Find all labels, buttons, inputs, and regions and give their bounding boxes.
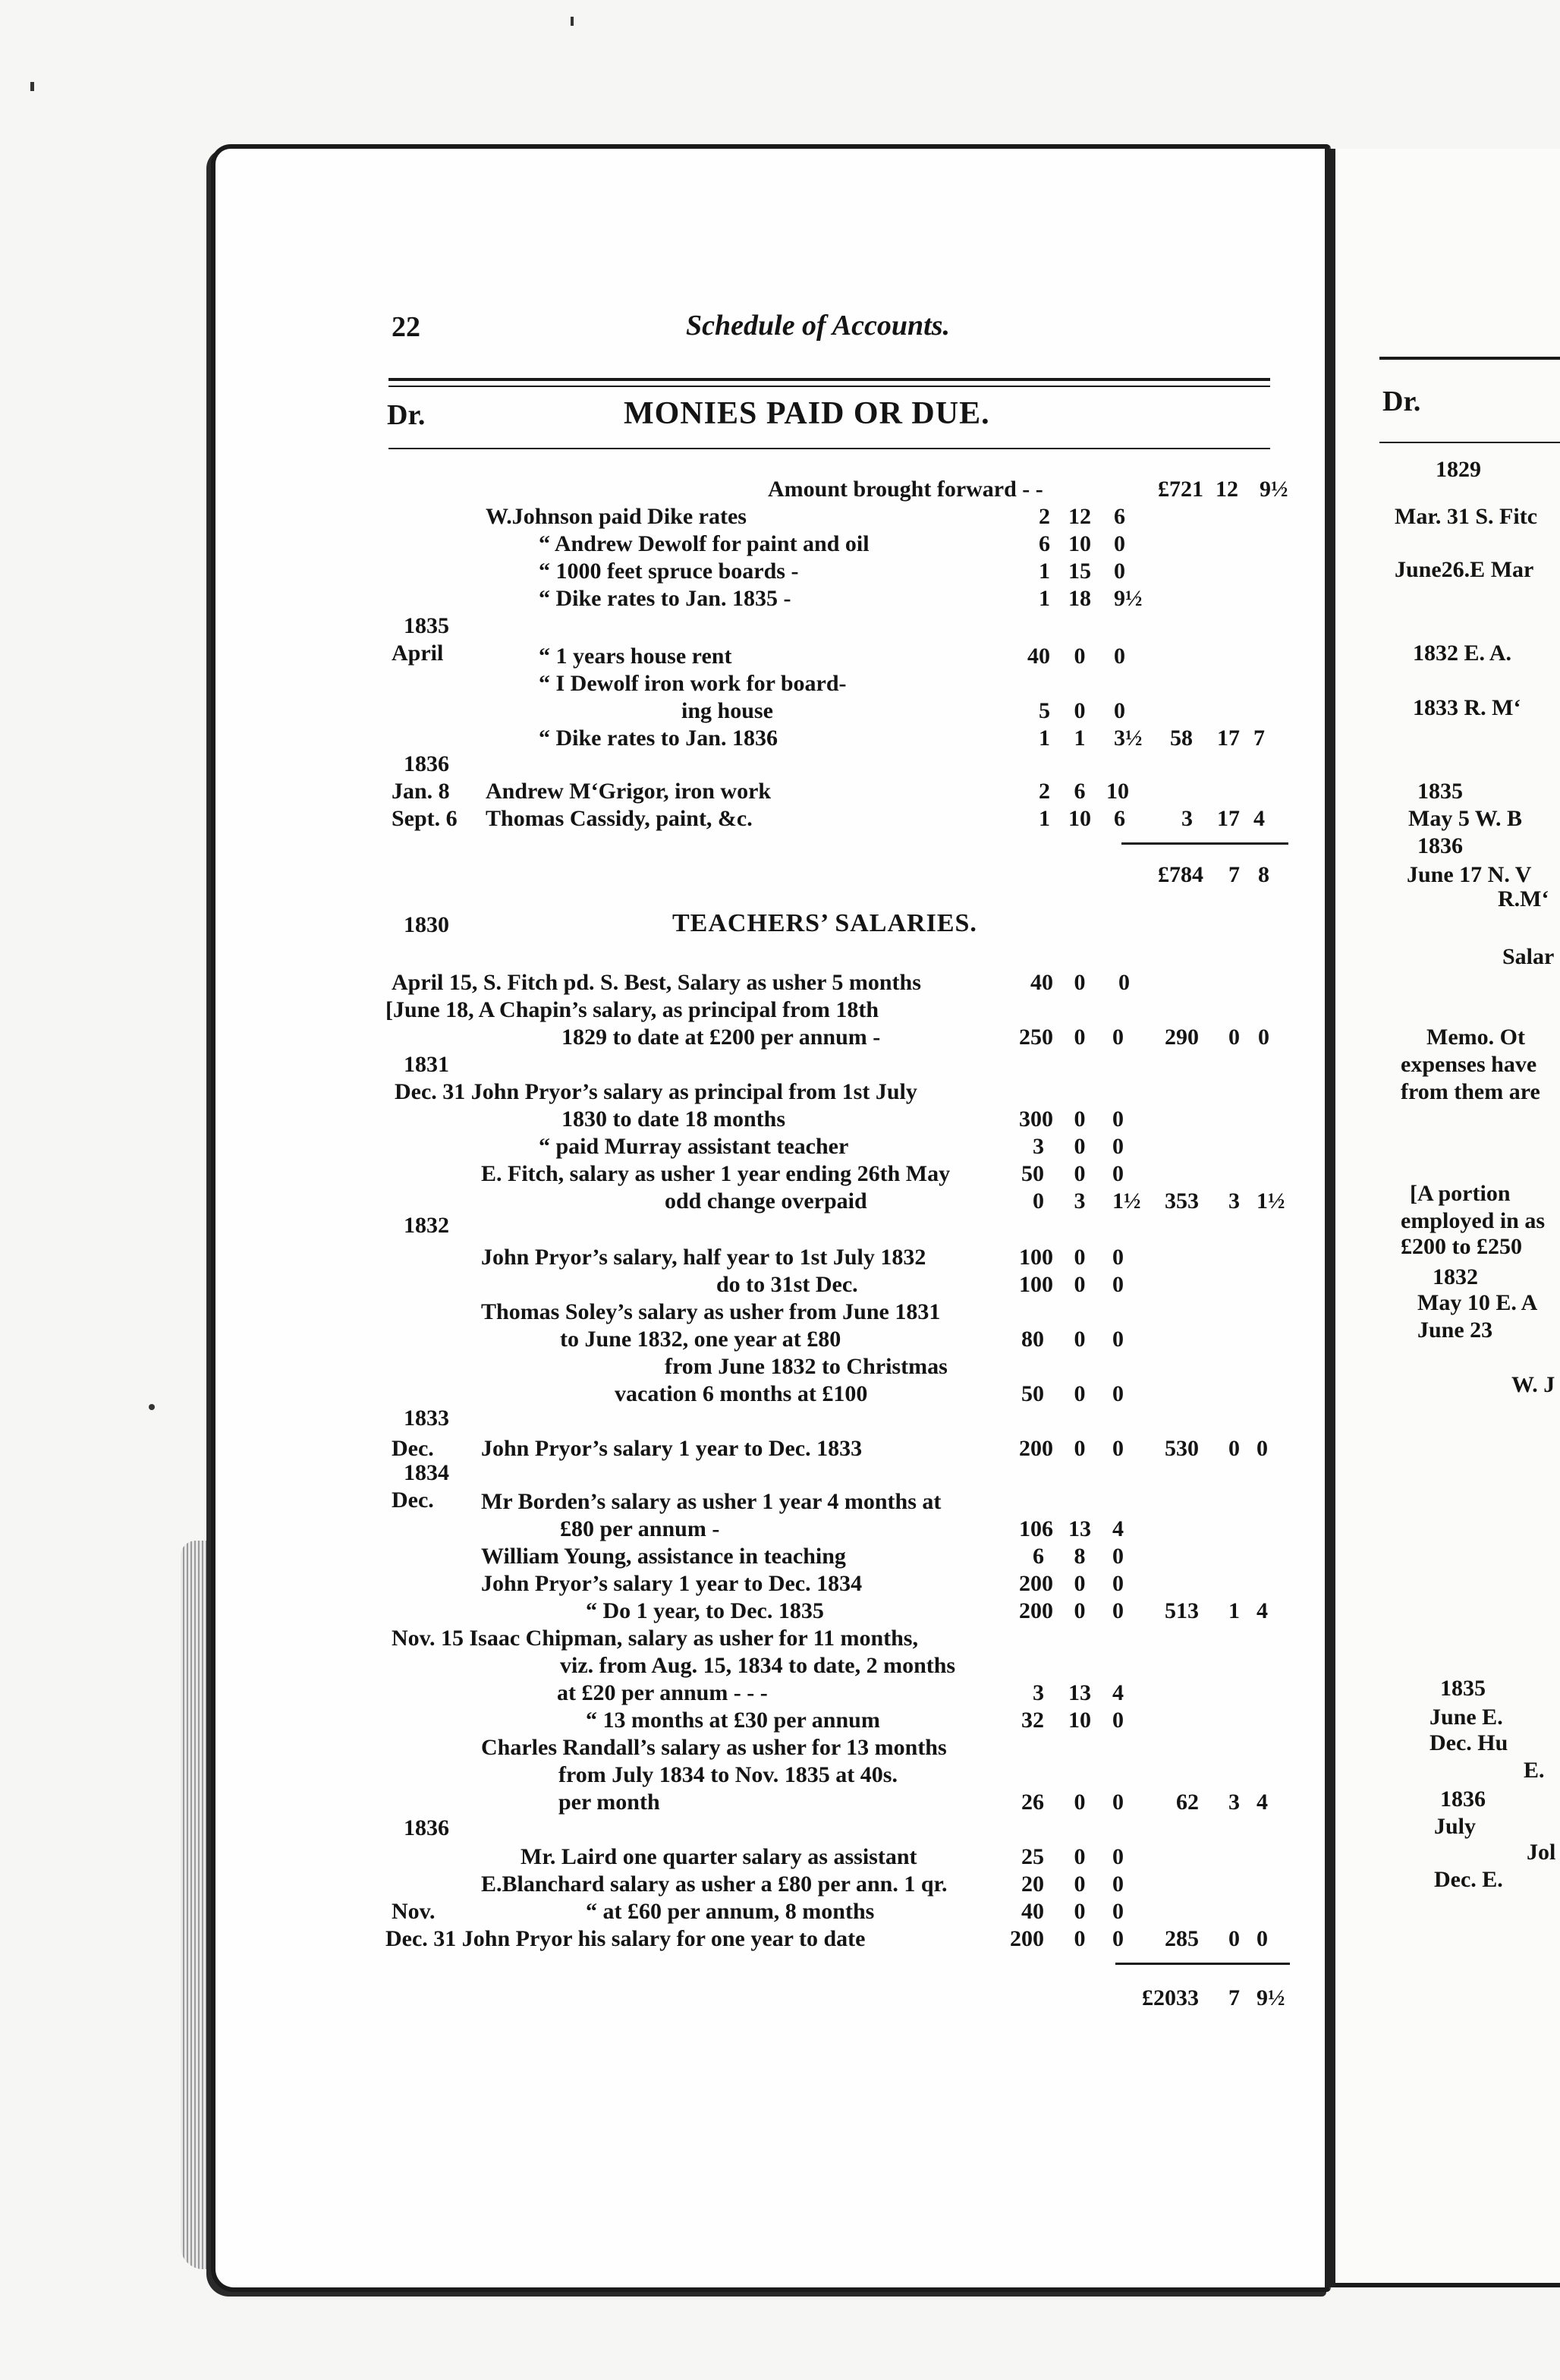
amount-pounds: 200 [1019, 1571, 1053, 1596]
ledger-line: “ Do 1 year, to Dec. 1835 [586, 1598, 824, 1623]
right-header-rule [1379, 357, 1560, 360]
total-shillings: 0 [1228, 1926, 1240, 1951]
ledger-line: viz. from Aug. 15, 1834 to date, 2 months [560, 1653, 956, 1678]
ledger-line: from June 1832 to Christmas [665, 1354, 948, 1379]
right-line: 1835 [1417, 779, 1463, 804]
amount-shillings: 0 [1074, 1926, 1086, 1951]
amount-pounds: 3 [1033, 1680, 1044, 1705]
right-line: June 17 N. V [1407, 862, 1532, 887]
right-line: Dec. E. [1434, 1867, 1503, 1892]
amount-pence: 0 [1112, 1899, 1124, 1924]
scan-speck [571, 17, 574, 26]
amount-shillings: 12 [1068, 504, 1091, 529]
ledger-line: Dec. 31 John Pryor’s salary as principal from 1st July [395, 1079, 917, 1104]
ledger-line: William Young, assistance in teaching [481, 1544, 846, 1569]
ledger-line: £80 per annum - [560, 1516, 720, 1541]
amount-shillings: 13 [1068, 1680, 1091, 1705]
amount-pounds: 250 [1019, 1025, 1053, 1050]
total-shillings: 0 [1228, 1025, 1240, 1050]
amount-pence: 0 [1112, 1272, 1124, 1297]
subtotal-shillings: 7 [1228, 862, 1240, 887]
total-pounds: 285 [1165, 1926, 1199, 1951]
entry-date: Sept. 6 [392, 806, 458, 831]
ledger-line: John Pryor’s salary, half year to 1st July 1832 [481, 1245, 926, 1270]
amount-shillings: 0 [1074, 1899, 1086, 1924]
amount-pence: 0 [1112, 1381, 1124, 1406]
year-label: 1836 [404, 1815, 449, 1840]
right-line: [A portion [1410, 1181, 1511, 1206]
subtotal-rule [1121, 842, 1288, 845]
right-line: expenses have [1401, 1052, 1537, 1077]
amount-pence: 6 [1114, 504, 1125, 529]
ledger-line: “ Andrew Dewolf for paint and oil [539, 531, 870, 556]
amount-pence: 0 [1112, 1926, 1124, 1951]
ledger-line: 1830 to date 18 months [561, 1107, 786, 1132]
ledger-line: April 15, S. Fitch pd. S. Best, Salary as usher 5 months [392, 970, 921, 995]
total-pounds: 58 [1170, 726, 1193, 751]
year-label: 1832 [404, 1213, 449, 1238]
amount-pence: 0 [1118, 970, 1130, 995]
amount-pounds: 80 [1021, 1327, 1044, 1352]
year-label: 1831 [404, 1052, 449, 1077]
forward-text: Amount brought forward - - [768, 477, 1043, 502]
ledger-line: Mr. Laird one quarter salary as assistant [521, 1844, 917, 1869]
amount-shillings: 8 [1074, 1544, 1086, 1569]
amount-pence: 0 [1112, 1844, 1124, 1869]
section-title: MONIES PAID OR DUE. [624, 396, 990, 431]
year-label: 1836 [404, 751, 449, 776]
ledger-line: vacation 6 months at £100 [615, 1381, 868, 1406]
ledger-line: “ Dike rates to Jan. 1836 [539, 726, 778, 751]
ledger-line: do to 31st Dec. [716, 1272, 858, 1297]
amount-pence: 0 [1112, 1134, 1124, 1159]
total-shillings: 0 [1228, 1436, 1240, 1461]
amount-pence: 0 [1112, 1025, 1124, 1050]
ledger-line: John Pryor’s salary 1 year to Dec. 1833 [481, 1436, 863, 1461]
right-dr-label: Dr. [1382, 386, 1421, 417]
right-line: from them are [1401, 1079, 1540, 1104]
amount-pounds: 200 [1019, 1436, 1053, 1461]
amount-pounds: 0 [1033, 1188, 1044, 1214]
right-line: 1835 [1440, 1676, 1486, 1701]
amount-pence: 0 [1112, 1790, 1124, 1815]
ledger-line: “ 1 years house rent [539, 644, 732, 669]
amount-shillings: 0 [1074, 1134, 1086, 1159]
amount-pounds: 20 [1021, 1872, 1044, 1897]
amount-pounds: 300 [1019, 1107, 1053, 1132]
total-shillings: 3 [1228, 1188, 1240, 1214]
amount-pence: 9½ [1114, 586, 1143, 611]
right-line: July [1434, 1814, 1477, 1839]
amount-pounds: 32 [1021, 1708, 1044, 1733]
total-shillings: 1 [1228, 1598, 1240, 1623]
amount-shillings: 0 [1074, 1436, 1086, 1461]
amount-pence: 0 [1112, 1327, 1124, 1352]
amount-shillings: 0 [1074, 1245, 1086, 1270]
amount-pence: 0 [1112, 1107, 1124, 1132]
amount-pence: 1½ [1112, 1188, 1141, 1214]
ledger-line: Thomas Cassidy, paint, &c. [486, 806, 753, 831]
ledger-line: “ paid Murray assistant teacher [539, 1134, 849, 1159]
amount-pounds: 40 [1027, 644, 1050, 669]
amount-pence: 0 [1112, 1872, 1124, 1897]
total-pence: 7 [1253, 726, 1265, 751]
amount-pounds: 40 [1030, 970, 1053, 995]
entry-date: Jan. 8 [392, 779, 450, 804]
amount-shillings: 3 [1074, 1188, 1086, 1214]
amount-shillings: 0 [1074, 1107, 1086, 1132]
grand-total-shillings: 7 [1228, 1985, 1240, 2010]
amount-shillings: 10 [1068, 531, 1091, 556]
amount-pounds: 106 [1019, 1516, 1053, 1541]
amount-shillings: 6 [1074, 779, 1086, 804]
amount-pence: 4 [1112, 1516, 1124, 1541]
right-line: 1832 [1433, 1264, 1478, 1289]
right-line: June 23 [1417, 1318, 1493, 1343]
right-section-rule [1379, 442, 1560, 443]
amount-pence: 4 [1112, 1680, 1124, 1705]
amount-pounds: 200 [1019, 1598, 1053, 1623]
amount-shillings: 0 [1074, 1327, 1086, 1352]
ledger-line: from July 1834 to Nov. 1835 at 40s. [558, 1762, 898, 1787]
forward-pounds: £721 [1158, 477, 1203, 502]
amount-pence: 0 [1112, 1571, 1124, 1596]
total-pounds: 513 [1165, 1598, 1199, 1623]
ledger-line: ing house [681, 698, 773, 723]
ledger-line: 1829 to date at £200 per annum - [561, 1025, 881, 1050]
amount-shillings: 0 [1074, 1272, 1086, 1297]
amount-pounds: 50 [1021, 1161, 1044, 1186]
subtotal-pounds: £784 [1158, 862, 1203, 887]
amount-pence: 0 [1112, 1598, 1124, 1623]
total-shillings: 3 [1228, 1790, 1240, 1815]
right-line: Jol [1527, 1840, 1556, 1865]
amount-pence: 0 [1112, 1708, 1124, 1733]
amount-pounds: 5 [1039, 698, 1050, 723]
amount-shillings: 0 [1074, 1872, 1086, 1897]
right-line: W. J [1511, 1372, 1555, 1397]
right-line: Dec. Hu [1429, 1730, 1508, 1755]
amount-shillings: 18 [1068, 586, 1091, 611]
ledger-line: Dec. 31 John Pryor his salary for one year to date [385, 1926, 866, 1951]
ledger-line: at £20 per annum - - - [557, 1680, 768, 1705]
grand-total-rule [1115, 1963, 1290, 1965]
ledger-line: “ 1000 feet spruce boards - [539, 559, 799, 584]
amount-pounds: 1 [1039, 806, 1050, 831]
ledger-line: [June 18, A Chapin’s salary, as principal from 18th [385, 997, 879, 1022]
right-line: May 5 W. B [1408, 806, 1523, 831]
total-pounds: 62 [1176, 1790, 1199, 1815]
teachers-section-title: TEACHERS’ SALARIES. [672, 909, 977, 937]
amount-pounds: 100 [1019, 1272, 1053, 1297]
month-label: Nov. [392, 1899, 436, 1924]
ledger-line: per month [558, 1790, 660, 1815]
right-line: 1832 E. A. [1413, 641, 1512, 666]
section-rule [388, 448, 1270, 449]
amount-pounds: 3 [1033, 1134, 1044, 1159]
month-label: Dec. [392, 1436, 434, 1461]
total-pence: 1½ [1256, 1188, 1285, 1214]
amount-shillings: 0 [1074, 1025, 1086, 1050]
header-rule-thin [388, 386, 1270, 387]
amount-shillings: 0 [1074, 1381, 1086, 1406]
amount-shillings: 10 [1068, 1708, 1091, 1733]
right-line: 1829 [1436, 457, 1481, 482]
total-shillings: 17 [1217, 726, 1240, 751]
right-line: Mar. 31 S. Fitc [1395, 504, 1538, 529]
ledger-line: “ 13 months at £30 per annum [586, 1708, 880, 1733]
right-line: June E. [1429, 1705, 1503, 1730]
amount-shillings: 15 [1068, 559, 1091, 584]
ledger-line: to June 1832, one year at £80 [560, 1327, 841, 1352]
total-pence: 4 [1256, 1790, 1268, 1815]
total-shillings: 17 [1217, 806, 1240, 831]
amount-pence: 0 [1114, 531, 1125, 556]
amount-pence: 6 [1114, 806, 1125, 831]
ledger-line: odd change overpaid [665, 1188, 867, 1214]
right-line: 1836 [1440, 1787, 1486, 1812]
amount-shillings: 1 [1074, 726, 1086, 751]
right-line: Salar [1502, 944, 1555, 969]
right-line: employed in as [1401, 1208, 1546, 1233]
amount-shillings: 0 [1074, 1844, 1086, 1869]
amount-pounds: 1 [1039, 559, 1050, 584]
scan-speck [149, 1404, 155, 1410]
amount-pounds: 6 [1033, 1544, 1044, 1569]
total-pounds: 3 [1181, 806, 1193, 831]
grand-total-pence: 9½ [1256, 1985, 1285, 2010]
right-line: £200 to £250 [1401, 1234, 1522, 1259]
amount-shillings: 0 [1074, 970, 1086, 995]
amount-shillings: 0 [1074, 1571, 1086, 1596]
amount-pence: 0 [1112, 1161, 1124, 1186]
amount-shillings: 0 [1074, 644, 1086, 669]
amount-pounds: 2 [1039, 504, 1050, 529]
ledger-line: W.Johnson paid Dike rates [486, 504, 747, 529]
ledger-line: Andrew M‘Grigor, iron work [486, 779, 772, 804]
ledger-line: Nov. 15 Isaac Chipman, salary as usher for 11 months, [392, 1626, 918, 1651]
ledger-line: E.Blanchard salary as usher a £80 per ann. 1 qr. [481, 1872, 948, 1897]
amount-pence: 0 [1114, 644, 1125, 669]
book-gutter [1325, 149, 1335, 2287]
header-rule [388, 378, 1270, 381]
ledger-line: Thomas Soley’s salary as usher from June 1831 [481, 1299, 941, 1324]
right-line: 1833 R. M‘ [1413, 695, 1521, 720]
amount-shillings: 0 [1074, 1790, 1086, 1815]
month-label: April [392, 641, 444, 666]
right-line: E. [1524, 1758, 1545, 1783]
amount-pounds: 2 [1039, 779, 1050, 804]
amount-shillings: 0 [1074, 1598, 1086, 1623]
year-label: 1833 [404, 1406, 449, 1431]
forward-shillings: 12 [1216, 477, 1238, 502]
amount-pence: 0 [1114, 559, 1125, 584]
amount-pounds: 1 [1039, 586, 1050, 611]
total-pence: 4 [1253, 806, 1265, 831]
left-page [211, 144, 1331, 2292]
ledger-line: John Pryor’s salary 1 year to Dec. 1834 [481, 1571, 863, 1596]
ledger-line: “ at £60 per annum, 8 months [586, 1899, 875, 1924]
total-pounds: 290 [1165, 1025, 1199, 1050]
amount-pounds: 26 [1021, 1790, 1044, 1815]
year-label: 1834 [404, 1460, 449, 1485]
year-label: 1835 [404, 613, 449, 638]
amount-pence: 0 [1112, 1245, 1124, 1270]
scan-speck [30, 82, 34, 91]
amount-shillings: 13 [1068, 1516, 1091, 1541]
month-label: Dec. [392, 1488, 434, 1513]
amount-pounds: 25 [1021, 1844, 1044, 1869]
page-edge-stack [181, 1541, 211, 2269]
year-label: 1830 [404, 912, 449, 937]
total-pence: 0 [1256, 1436, 1268, 1461]
amount-shillings: 10 [1068, 806, 1091, 831]
amount-pence: 0 [1114, 698, 1125, 723]
ledger-line: Mr Borden’s salary as usher 1 year 4 months at [481, 1489, 942, 1514]
amount-pounds: 1 [1039, 726, 1050, 751]
right-line: 1836 [1417, 833, 1463, 858]
ledger-line: “ Dike rates to Jan. 1835 - [539, 586, 791, 611]
right-line: June26.E Mar [1395, 557, 1534, 582]
amount-pence: 0 [1112, 1436, 1124, 1461]
ledger-line: “ I Dewolf iron work for board- [539, 671, 847, 696]
right-line: May 10 E. A [1417, 1290, 1538, 1315]
amount-pence: 0 [1112, 1544, 1124, 1569]
page-number: 22 [392, 311, 420, 343]
grand-total-pounds: £2033 [1142, 1985, 1199, 2010]
total-pounds: 530 [1165, 1436, 1199, 1461]
total-pence: 4 [1256, 1598, 1268, 1623]
right-line: Memo. Ot [1426, 1025, 1525, 1050]
forward-pence: 9½ [1260, 477, 1288, 502]
total-pence: 0 [1256, 1926, 1268, 1951]
ledger-line: E. Fitch, salary as usher 1 year ending 26th May [481, 1161, 951, 1186]
subtotal-pence: 8 [1258, 862, 1269, 887]
total-pounds: 353 [1165, 1188, 1199, 1214]
amount-shillings: 0 [1074, 698, 1086, 723]
amount-pounds: 6 [1039, 531, 1050, 556]
amount-pence: 3½ [1114, 726, 1143, 751]
amount-pounds: 100 [1019, 1245, 1053, 1270]
amount-pounds: 40 [1021, 1899, 1044, 1924]
running-title: Schedule of Accounts. [686, 310, 950, 342]
total-pence: 0 [1258, 1025, 1269, 1050]
amount-pounds: 200 [1010, 1926, 1044, 1951]
amount-pence: 10 [1106, 779, 1129, 804]
right-line: R.M‘ [1498, 886, 1549, 911]
ledger-line: Charles Randall’s salary as usher for 13 months [481, 1735, 947, 1760]
dr-label: Dr. [387, 399, 426, 431]
amount-pounds: 50 [1021, 1381, 1044, 1406]
amount-shillings: 0 [1074, 1161, 1086, 1186]
